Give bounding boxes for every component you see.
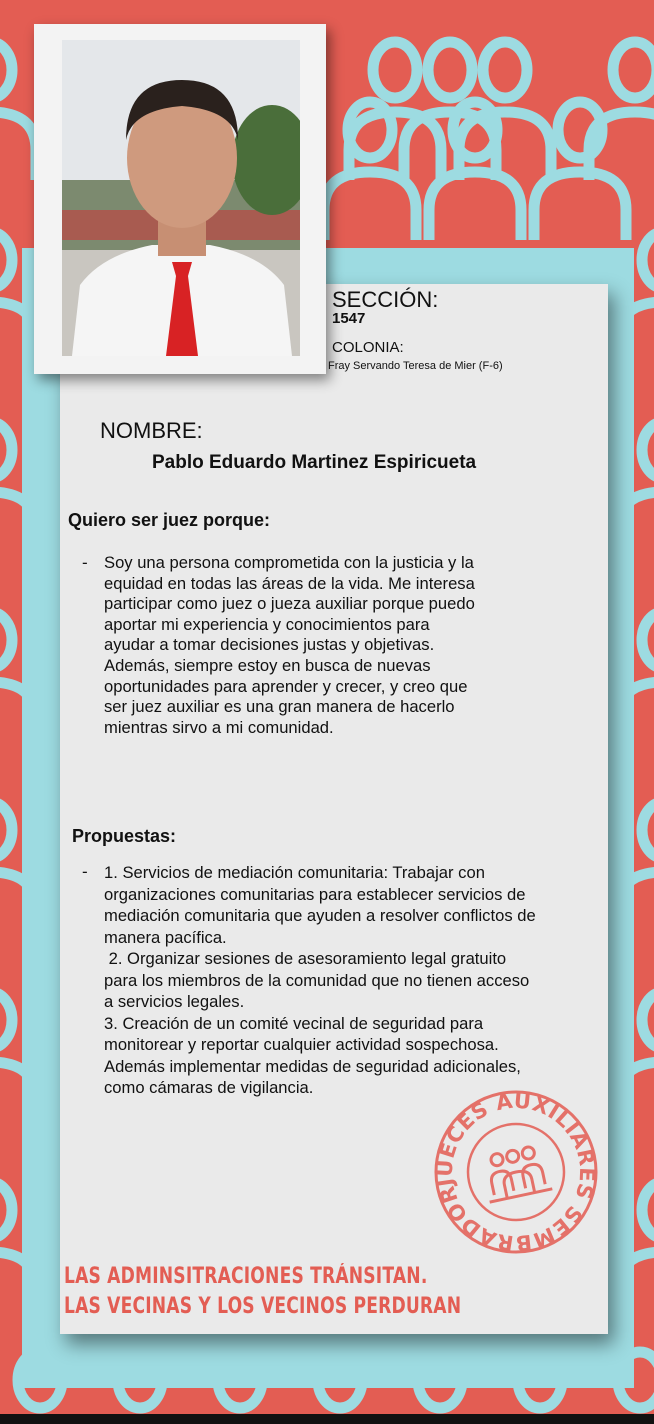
colonia-label: COLONIA: <box>332 339 404 356</box>
propuesta-line: monitorear y reportar cualquier actividad sospechosa. <box>104 1035 499 1054</box>
section-info <box>328 287 503 372</box>
propuesta-line: a servicios legales. <box>104 992 245 1011</box>
motivo-text: Soy una persona comprometida con la justicia y la equidad en todas las áreas de la vida. Me interesa participar como juez o jueza auxiliar porque puedo aportar mi experiencia y conocimientos para ayudar a tomar decisiones justas y objetivas. Además, siempre estoy en busca de nuevas oportunidades para aprender y crecer, y creo que ser juez auxiliar es una gran manera de hacerlo mientras sirvo a mi comunidad. <box>104 553 475 737</box>
propuesta-line: mediación comunitaria que ayuden a resolver conflictos de <box>104 906 536 925</box>
nombre-label: NOMBRE: <box>100 418 203 443</box>
propuesta-line: para los miembros de la comunidad que no tienen acceso <box>104 970 530 990</box>
nombre-value: Pablo Eduardo Martinez Espiricueta <box>152 452 477 473</box>
slogan-line-1: LAS ADMINSITRACIONES TRÁNSITAN. <box>64 1264 428 1289</box>
propuesta-line: manera pacífica. <box>104 927 227 947</box>
slogan <box>64 1262 462 1322</box>
colonia-value: Fray Servando Teresa de Mier (F-6) <box>328 360 503 372</box>
jueces-auxiliares-stamp <box>432 1088 600 1256</box>
motivo-heading: Quiero ser juez porque: <box>68 510 271 530</box>
candidate-photo <box>62 40 300 356</box>
propuesta-line: organizaciones comunitarias para establecer servicios de <box>104 884 526 904</box>
propuesta-line: como cámaras de vigilancia. <box>104 1078 314 1097</box>
propuestas-bullet: - <box>82 862 88 881</box>
propuesta-line: 2. Organizar sesiones de asesoramiento legal gratuito <box>104 949 507 968</box>
people-group-icon <box>480 1144 552 1202</box>
motivo-bullet: - <box>82 553 88 572</box>
propuesta-line: 3. Creación de un comité vecinal de seguridad para <box>104 1013 484 1033</box>
slogan-line-2: LAS VECINAS Y LOS VECINOS PERDURAN <box>64 1294 462 1319</box>
seccion-value: 1547 <box>332 310 366 327</box>
stamp-text: JUECES AUXILIARES SEMBRADORES <box>432 1088 600 1256</box>
photo-frame <box>34 24 326 374</box>
propuestas-heading: Propuestas: <box>72 826 177 846</box>
bottom-bar <box>0 1414 654 1424</box>
propuestas-text <box>104 862 604 1099</box>
seccion-label: SECCIÓN: <box>332 287 439 312</box>
propuesta-line: 1. Servicios de mediación comunitaria: Trabajar con <box>104 863 485 882</box>
propuesta-line: Además implementar medidas de seguridad adicionales, <box>104 1056 521 1076</box>
